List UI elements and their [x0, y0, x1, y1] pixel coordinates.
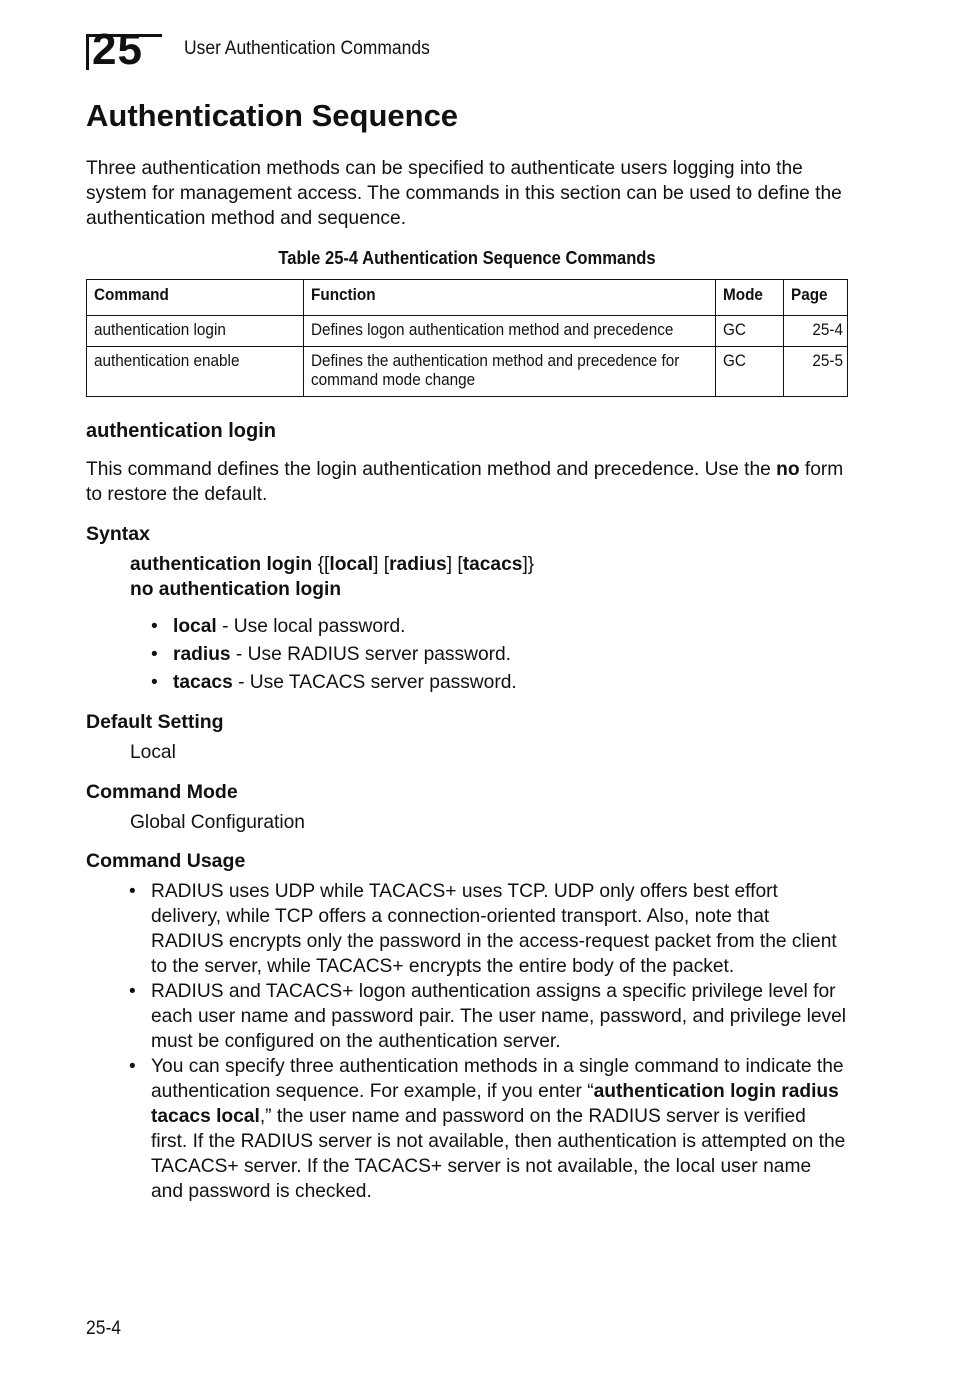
table-row — [87, 316, 848, 347]
default-setting-value: Local — [130, 742, 176, 763]
command-heading: authentication login — [86, 420, 276, 442]
chapter-number: 25 — [92, 25, 143, 74]
list-item: • RADIUS uses UDP while TACACS+ uses TCP. UDP only offers best effort delivery, while TCP offers a connection-oriented transport. Also, note that RADIUS encrypts only the password in the access-request packet from the client to the server, while TACACS+ encrypts the entire body of the packet. — [129, 881, 837, 977]
bullet-icon: • — [151, 672, 158, 693]
running-title: User Authentication Commands — [184, 38, 430, 59]
list-item: • RADIUS and TACACS+ logon authentication assigns a specific privilege level for each user name and password pair. The user name, password, and privilege level must be configured on the authentication server. — [129, 981, 847, 1052]
chapter-badge-bar — [86, 34, 89, 70]
command-table — [86, 279, 848, 397]
bullet-icon: • — [129, 1056, 136, 1077]
section-title: Authentication Sequence — [86, 98, 459, 133]
syntax-line: authentication login {[local] [radius] [tacacs]} — [130, 554, 535, 575]
command-usage-list — [129, 879, 847, 1204]
list-item: • local - Use local password. — [151, 616, 406, 637]
table-cell-page: 25-4 — [784, 316, 848, 347]
table-row — [87, 347, 848, 397]
table-header-row — [87, 280, 848, 316]
syntax-no-form: no authentication login — [130, 579, 342, 600]
table-cell-function: Defines the authentication method and precedence for command mode change — [304, 347, 716, 397]
table-cell-command: authentication login — [87, 316, 304, 347]
syntax-option-list — [151, 614, 517, 698]
table-cell-mode: GC — [716, 347, 784, 397]
table-cell-page: 25-5 — [784, 347, 848, 397]
table-cell-function: Defines logon authentication method and precedence — [304, 316, 716, 347]
column-header-function: Function — [304, 280, 716, 316]
section-intro: Three authentication methods can be specified to authenticate users logging into the system for management access. The commands in this section can be used to define the authentication method and sequence. — [86, 158, 842, 229]
command-usage-heading: Command Usage — [86, 850, 246, 872]
bullet-icon: • — [129, 981, 136, 1002]
table-caption: Table 25-4 Authentication Sequence Commands — [278, 248, 656, 268]
bullet-icon: • — [151, 644, 158, 665]
syntax-heading: Syntax — [86, 523, 150, 545]
list-item: • tacacs - Use TACACS server password. — [151, 672, 517, 693]
bullet-icon: • — [151, 616, 158, 637]
default-setting-heading: Default Setting — [86, 711, 224, 733]
column-header-page: Page — [784, 280, 848, 316]
command-mode-heading: Command Mode — [86, 781, 238, 803]
column-header-mode: Mode — [716, 280, 784, 316]
column-header-command: Command — [87, 280, 304, 316]
chapter-number-badge — [86, 25, 164, 74]
list-item: • You can specify three authentication methods in a single command to indicate the authentication sequence. For example, if you enter “authentication login radius tacacs local,” the user name and password on the RADIUS server is verified first. If the RADIUS server is not available, then authentication is attempted on the TACACS+ server. If the TACACS+ server is not available, the local user name and password is checked. — [129, 1056, 846, 1202]
page-number: 25-4 — [86, 1318, 121, 1339]
command-description: This command defines the login authentication method and precedence. Use the no form to restore the default. — [86, 459, 844, 505]
bullet-icon: • — [129, 881, 136, 902]
table-cell-command: authentication enable — [87, 347, 304, 397]
table-cell-mode: GC — [716, 316, 784, 347]
command-mode-value: Global Configuration — [130, 812, 305, 833]
list-item: • radius - Use RADIUS server password. — [151, 644, 512, 665]
